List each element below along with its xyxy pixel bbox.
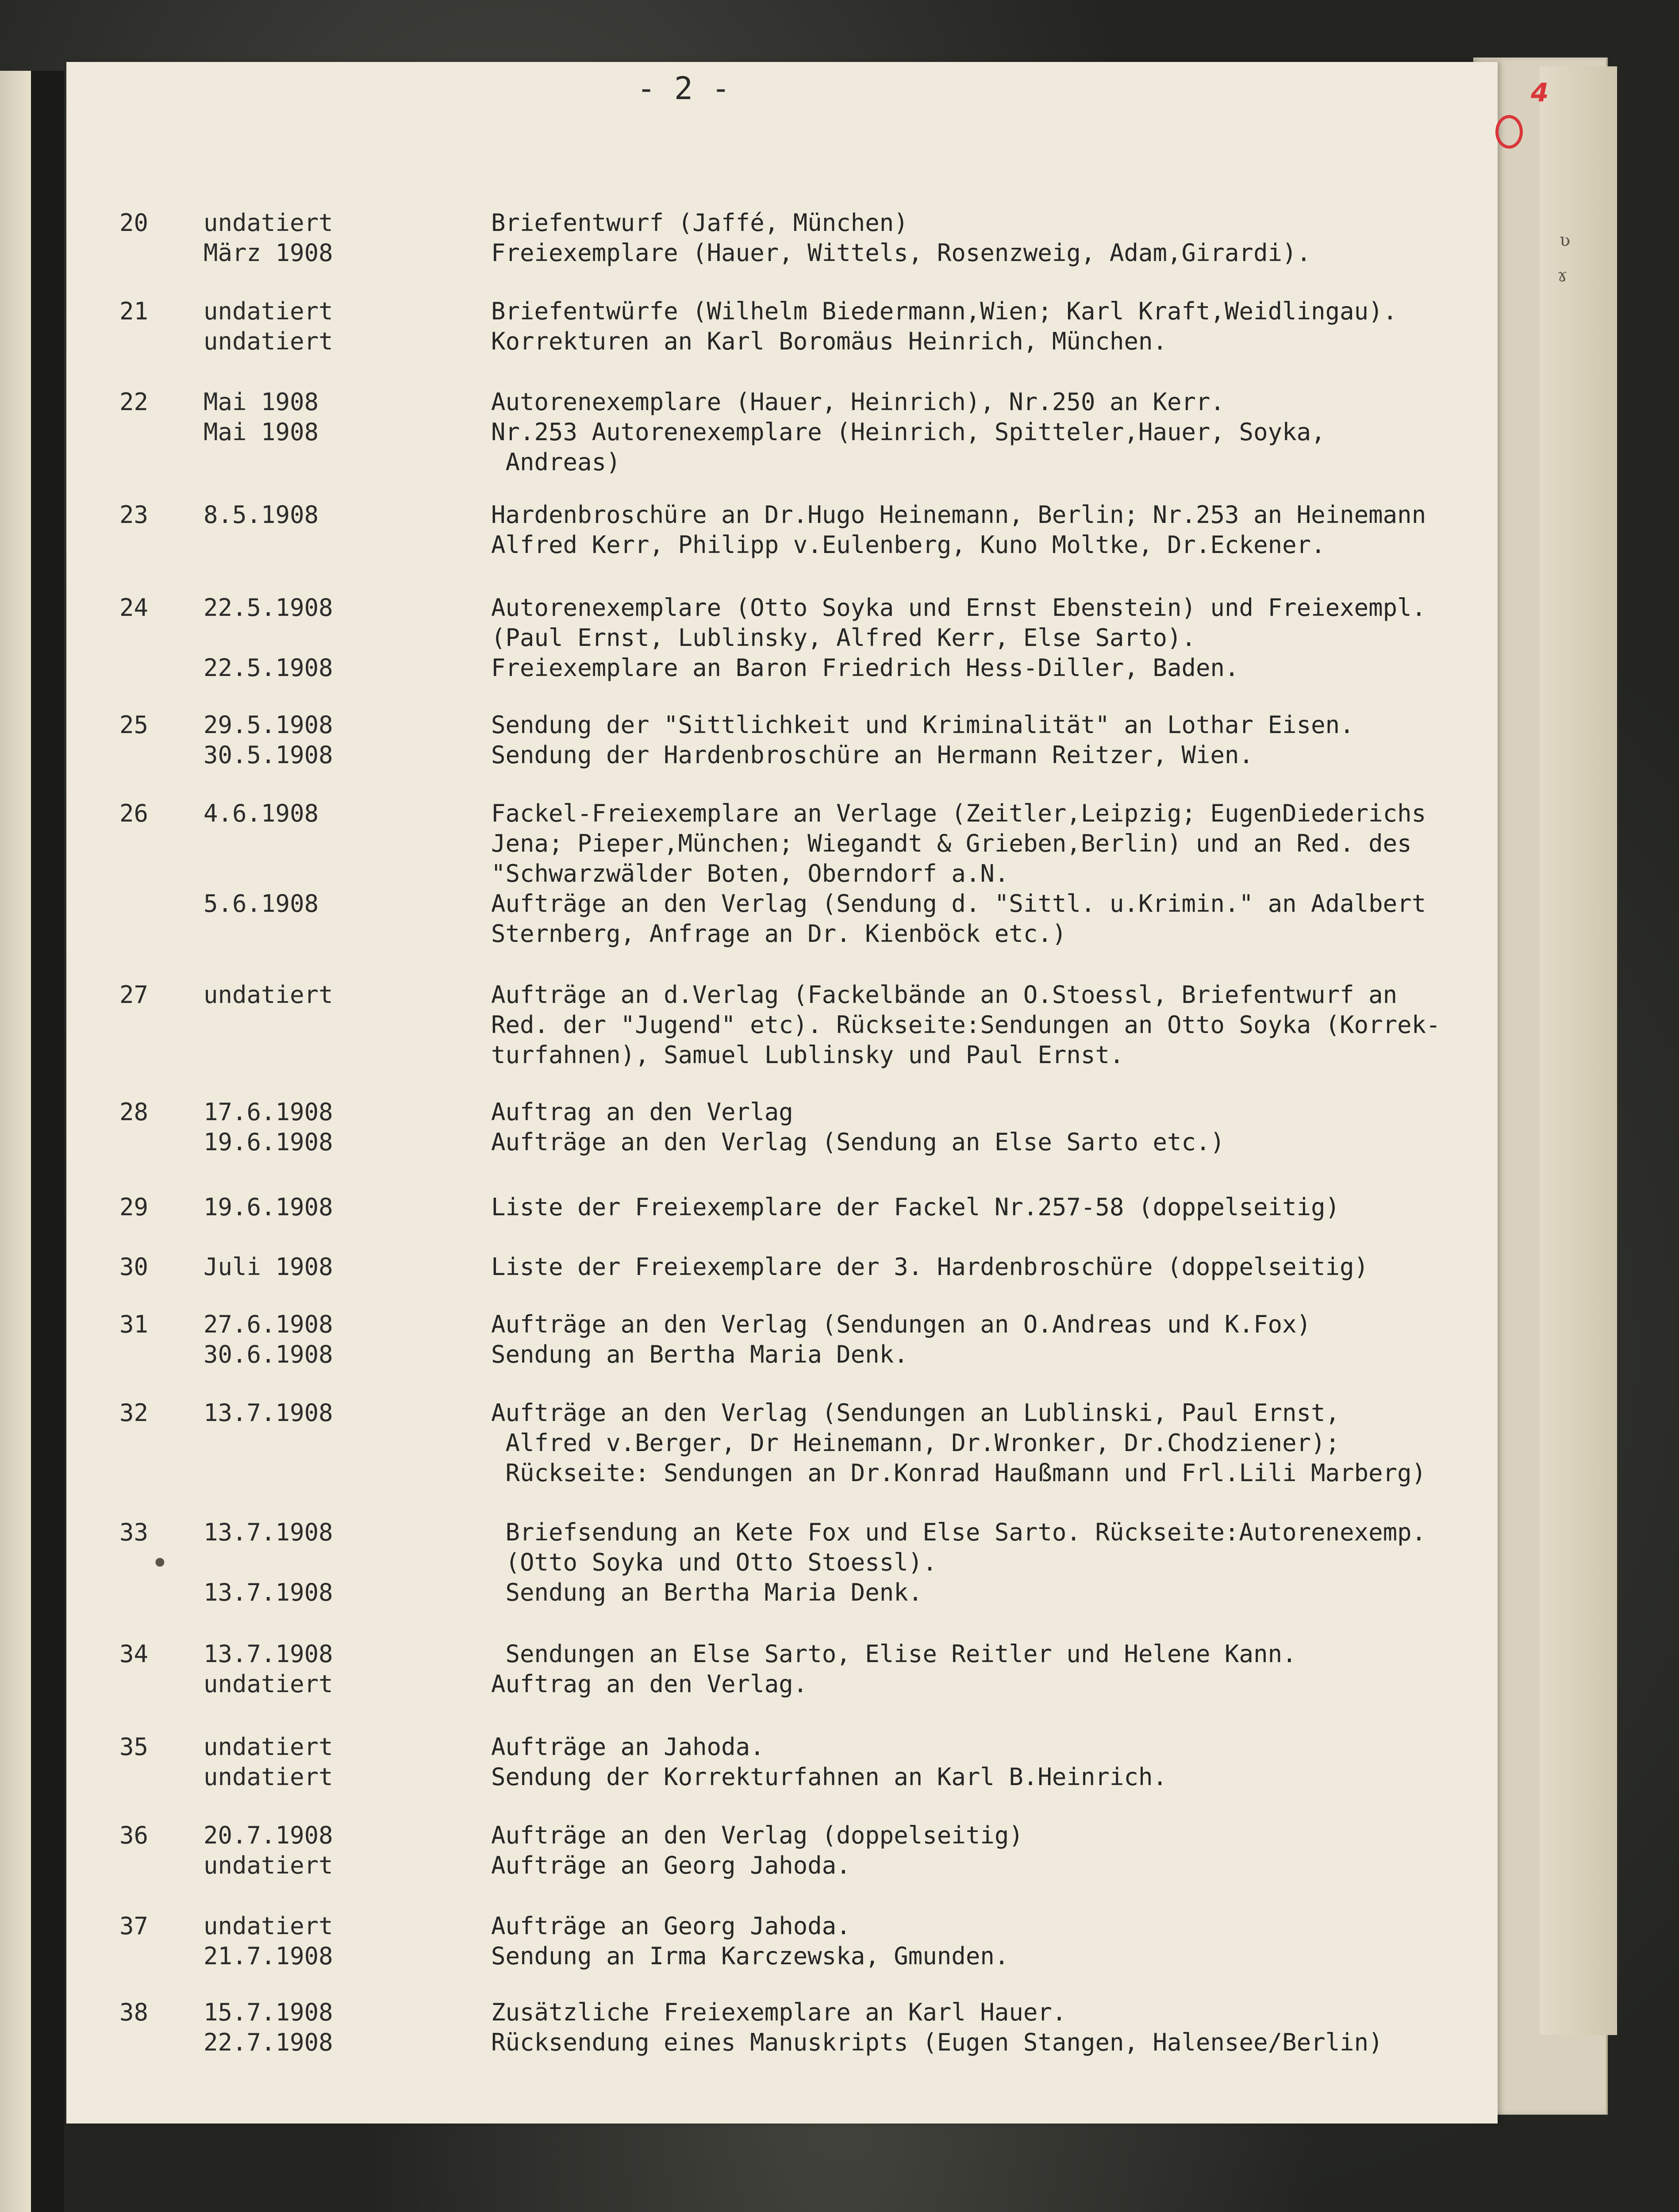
entry-date: undatiert [204,981,333,1009]
entry-number: 20 [119,209,149,237]
entry-description-line: Fackel-Freiexemplare an Verlage (Zeitler,Leipzig; EugenDiederichs [491,799,1426,827]
entry-number: 37 [119,1912,149,1940]
entry-description-line: Sendung an Irma Karczewska, Gmunden. [491,1942,1009,1970]
entry-description-line: Sendung an Bertha Maria Denk. [491,1340,908,1368]
entry-description-line: Liste der Freiexemplare der 3. Hardenbroschüre (doppelseitig) [491,1253,1369,1281]
entry-date: 21.7.1908 [204,1942,333,1970]
entry-date: März 1908 [204,239,333,267]
entry-description-line: Sendung der "Sittlichkeit und Kriminalität" an Lothar Eisen. [491,711,1354,739]
entry-description-line: Aufträge an d.Verlag (Fackelbände an O.Stoessl, Briefentwurf an [491,981,1398,1009]
entry-description-line: Auftrag an den Verlag [491,1098,793,1126]
entry-date: 8.5.1908 [204,501,319,529]
entry-description-line: Aufträge an den Verlag (Sendungen an Lublinski, Paul Ernst, [491,1399,1340,1427]
entry-description-line: Aufträge an Jahoda. [491,1733,765,1761]
entry-description-line: (Otto Soyka und Otto Stoessl). [491,1548,937,1576]
entry-description-line: Andreas) [491,448,621,476]
entry-date: undatiert [204,1670,333,1698]
entry-number: 26 [119,799,149,827]
entry-description-line: Sternberg, Anfrage an Dr. Kienböck etc.) [491,920,1067,948]
entry-date: 29.5.1908 [204,711,333,739]
entry-date: 30.5.1908 [204,741,333,769]
entry-date: undatiert [204,1851,333,1879]
entry-date: Mai 1908 [204,418,319,446]
entry-date: undatiert [204,1733,333,1761]
ink-dot: ● [155,1555,165,1568]
entry-date: 19.6.1908 [204,1128,333,1156]
entry-number: 38 [119,1998,149,2026]
entry-date: 30.6.1908 [204,1340,333,1368]
entry-date: 27.6.1908 [204,1310,333,1338]
entry-date: 22.5.1908 [204,654,333,682]
entry-date: 4.6.1908 [204,799,319,827]
entry-description-line: Briefentwürfe (Wilhelm Biedermann,Wien; Karl Kraft,Weidlingau). [491,297,1398,325]
entry-number: 31 [119,1310,149,1338]
entry-date: 20.7.1908 [204,1821,333,1849]
entry-number: 21 [119,297,149,325]
entry-description-line: Red. der "Jugend" etc). Rückseite:Sendungen an Otto Soyka (Korrek- [491,1011,1441,1039]
entry-description-line: turfahnen), Samuel Lublinsky und Paul Ernst. [491,1041,1124,1069]
margin-tick-mark: ɤ [1557,265,1568,286]
entry-description-line: Aufträge an den Verlag (Sendungen an O.Andreas und K.Fox) [491,1310,1311,1338]
entry-number: 23 [119,501,149,529]
entry-description-line: Zusätzliche Freiexemplare an Karl Hauer. [491,1998,1067,2026]
entry-description-line: Korrekturen an Karl Boromäus Heinrich, München. [491,327,1168,355]
entry-date: undatiert [204,209,333,237]
entry-date: 13.7.1908 [204,1518,333,1546]
entry-description-line: Briefentwurf (Jaffé, München) [491,209,908,237]
entry-number: 28 [119,1098,149,1126]
entry-description-line: Alfred Kerr, Philipp v.Eulenberg, Kuno Moltke, Dr.Eckener. [491,531,1326,559]
entry-description-line: Sendung an Bertha Maria Denk. [491,1578,923,1606]
margin-tick-mark: ʋ [1560,230,1571,250]
entry-number: 27 [119,981,149,1009]
entry-number: 34 [119,1640,149,1668]
entry-number: 24 [119,594,149,622]
entry-description-line: Auftrag an den Verlag. [491,1670,808,1698]
entry-date: 15.7.1908 [204,1998,333,2026]
entry-number: 32 [119,1399,149,1427]
entry-date: 5.6.1908 [204,890,319,918]
entry-description-line: Aufträge an Georg Jahoda. [491,1851,851,1879]
entry-date: Mai 1908 [204,388,319,416]
page-number: - 2 - [637,70,730,107]
entry-description-line: Liste der Freiexemplare der Fackel Nr.257-58 (doppelseitig) [491,1193,1340,1221]
entry-date: 13.7.1908 [204,1578,333,1606]
entry-description-line: Aufträge an den Verlag (Sendung an Else Sarto etc.) [491,1128,1225,1156]
entry-description-line: Freiexemplare (Hauer, Wittels, Rosenzweig, Adam,Girardi). [491,239,1311,267]
entry-number: 35 [119,1733,149,1761]
entry-description-line: Nr.253 Autorenexemplare (Heinrich, Spitteler,Hauer, Soyka, [491,418,1326,446]
entry-description-line: Rückseite: Sendungen an Dr.Konrad Haußmann und Frl.Lili Marberg) [491,1459,1426,1487]
entry-number: 33 [119,1518,149,1546]
entry-description-line: Autorenexemplare (Hauer, Heinrich), Nr.250 an Kerr. [491,388,1225,416]
entry-description-line: "Schwarzwälder Boten, Oberndorf a.N. [491,860,1009,887]
entry-date: undatiert [204,327,333,355]
entry-date: Juli 1908 [204,1253,333,1281]
entry-description-line: Sendung der Korrekturfahnen an Karl B.Heinrich. [491,1763,1168,1791]
entry-date: undatiert [204,1763,333,1791]
entry-description-line: Aufträge an den Verlag (Sendung d. "Sittl. u.Krimin." an Adalbert [491,890,1426,918]
entry-description-line: Rücksendung eines Manuskripts (Eugen Stangen, Halensee/Berlin) [491,2028,1383,2056]
entry-description-line: Alfred v.Berger, Dr Heinemann, Dr.Wronker, Dr.Chodziener); [491,1429,1340,1457]
entry-date: undatiert [204,297,333,325]
entry-description-line: Aufträge an den Verlag (doppelseitig) [491,1821,1023,1849]
entry-description-line: Sendung der Hardenbroschüre an Hermann Reitzer, Wien. [491,741,1254,769]
entry-number: 25 [119,711,149,739]
entry-number: 36 [119,1821,149,1849]
entry-number: 29 [119,1193,149,1221]
entry-date: 22.5.1908 [204,594,333,622]
entry-date: 19.6.1908 [204,1193,333,1221]
entry-date: 13.7.1908 [204,1399,333,1427]
entry-description-line: Jena; Pieper,München; Wiegandt & Grieben,Berlin) und an Red. des [491,830,1412,857]
entry-number: 22 [119,388,149,416]
entry-date: 22.7.1908 [204,2028,333,2056]
entry-number: 30 [119,1253,149,1281]
entry-description-line: Sendungen an Else Sarto, Elise Reitler und Helene Kann. [491,1640,1297,1668]
entry-description-line: Autorenexemplare (Otto Soyka und Ernst Ebenstein) und Freiexempl. [491,594,1426,622]
entry-description-line: Freiexemplare an Baron Friedrich Hess-Diller, Baden. [491,654,1239,682]
folio-number: 4 [1531,77,1549,108]
entry-date: 17.6.1908 [204,1098,333,1126]
entry-description-line: (Paul Ernst, Lublinsky, Alfred Kerr, Else Sarto). [491,624,1196,652]
entry-date: undatiert [204,1912,333,1940]
entry-description-line: Aufträge an Georg Jahoda. [491,1912,851,1940]
entry-description-line: Briefsendung an Kete Fox und Else Sarto. Rückseite:Autorenexemp. [491,1518,1426,1546]
entry-date: 13.7.1908 [204,1640,333,1668]
entry-description-line: Hardenbroschüre an Dr.Hugo Heinemann, Berlin; Nr.253 an Heinemann [491,501,1426,529]
